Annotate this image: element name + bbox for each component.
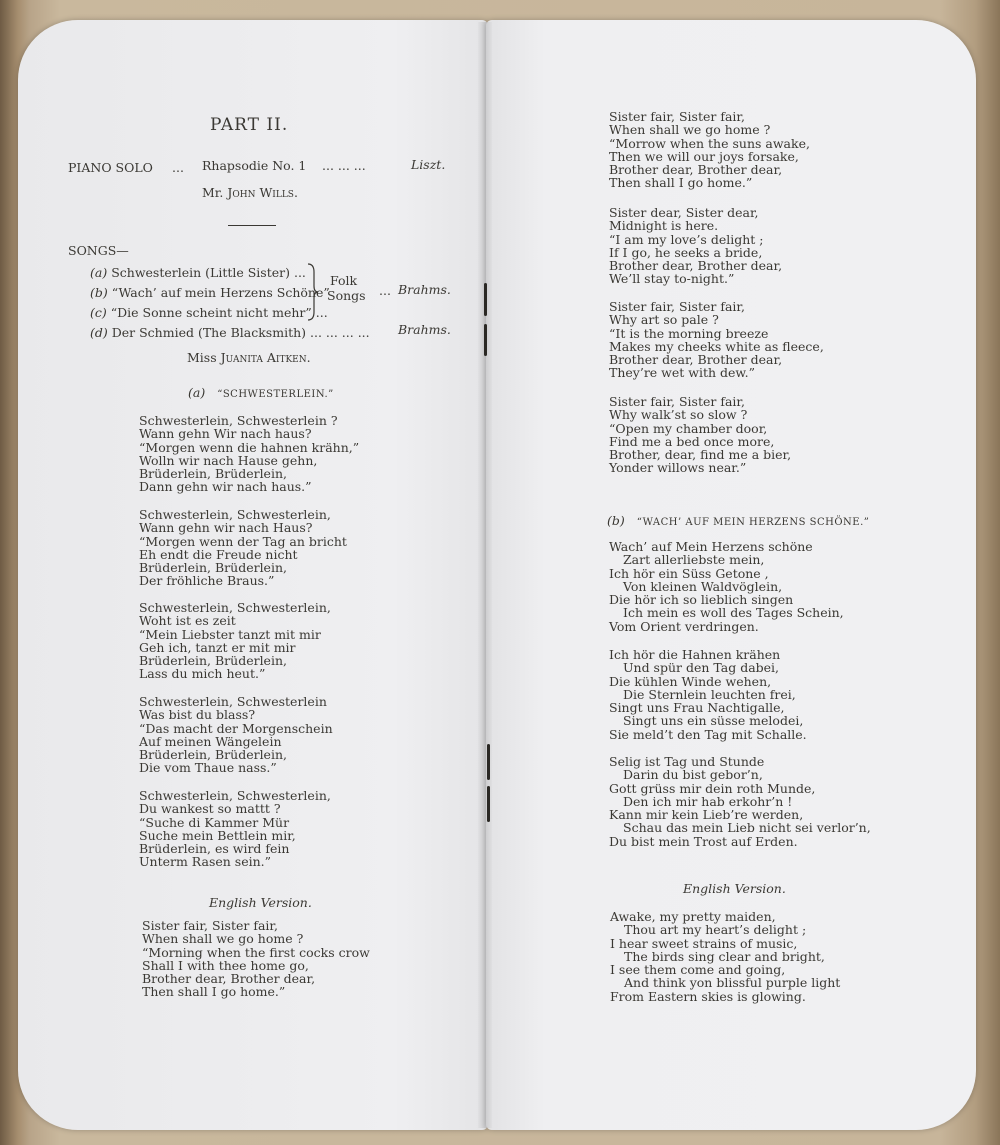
songs-sublabel: Songs	[327, 288, 366, 303]
section-title: “WACH’ AUF MEIN HERZENS SCHÖNE.”	[636, 517, 870, 528]
spine-shadow	[478, 22, 492, 1128]
verse-line: Yonder willows near.”	[609, 460, 747, 476]
stanza	[142, 919, 370, 999]
leader-dots: ...	[293, 265, 306, 280]
verse-line: “Morrow when the suns awake,	[609, 135, 810, 151]
performer-name: John Wills.	[227, 185, 298, 200]
verse-line: Then shall I go home.”	[609, 175, 753, 191]
song-title: Der Schmied (The Blacksmith)	[111, 325, 307, 340]
verse-line: Wolln wir nach Hause gehn,	[139, 452, 318, 468]
verse-line: Brother dear, Brother dear,	[609, 162, 783, 178]
verse-line: Von kleinen Waldvöglein,	[623, 578, 783, 594]
verse-line: Die kühlen Winde wehen,	[609, 673, 772, 689]
stanza	[609, 395, 791, 475]
verse-line: Und spür den Tag dabei,	[623, 660, 780, 676]
verse-line: Brüderlein, Brüderlein,	[139, 653, 287, 669]
songs-label: SONGS—	[68, 243, 129, 258]
section-marker: (b)	[607, 513, 625, 528]
verse-line: Wann gehn Wir nach haus?	[139, 426, 312, 442]
verse-line: When shall we go home ?	[142, 931, 304, 947]
binding-stitch	[487, 744, 490, 780]
verse-line: Was bist du blass?	[139, 707, 256, 723]
verse-line: Why walk’st so slow ?	[609, 407, 748, 423]
verse-line: Dann gehn wir nach haus.”	[139, 479, 312, 495]
verse-line: Wach’ auf Mein Herzens schöne	[609, 539, 813, 554]
verse-line: Makes my cheeks white as fleece,	[609, 338, 824, 354]
english-version-heading: English Version.	[683, 881, 786, 896]
verse-line: Suche mein Bettlein mir,	[139, 827, 296, 843]
folk-label: Folk	[330, 273, 358, 288]
verse-line: The birds sing clear and bright,	[624, 948, 825, 964]
singer-name: Juanita Aitken.	[220, 350, 311, 365]
song-marker: (c)	[90, 305, 107, 320]
divider-rule	[228, 225, 276, 226]
english-version-heading: English Version.	[209, 895, 312, 910]
verse-line: Darin du bist gebor’n,	[623, 767, 763, 783]
verse-line: Der fröhliche Braus.”	[139, 573, 275, 589]
section-title: “SCHWESTERLEIN.”	[217, 389, 334, 400]
verse-line: Auf meinen Wängelein	[139, 733, 282, 749]
stanza	[139, 789, 331, 869]
verse-line: And think yon blissful purple light	[624, 975, 841, 991]
verse-line: Then we will our joys forsake,	[609, 148, 799, 164]
verse-line: “I am my love’s delight ;	[609, 231, 764, 247]
verse-line: Sister dear, Sister dear,	[609, 205, 759, 220]
part-title: PART II.	[210, 115, 289, 135]
verse-line: If I go, he seeks a bride,	[609, 244, 763, 260]
binding-stitch	[487, 786, 490, 822]
verse-line: Eh endt die Freude nicht	[139, 546, 298, 562]
piano-composer: Liszt.	[411, 157, 446, 172]
verse-line: Midnight is here.	[609, 218, 719, 234]
verse-line: “Morgen wenn die hahnen krähn,”	[139, 439, 360, 455]
verse-line: Brother dear, Brother dear,	[609, 258, 783, 274]
section-heading-b	[607, 513, 869, 528]
piano-solo-label: PIANO SOLO	[68, 160, 153, 175]
verse-line: “It is the morning breeze	[609, 325, 769, 341]
piano-piece: Rhapsodie No. 1	[202, 158, 307, 173]
verse-line: Schwesterlein, Schwesterlein,	[139, 788, 331, 803]
verse-line: Ich mein es woll des Tages Schein,	[623, 605, 844, 621]
verse-line: When shall we go home ?	[609, 122, 771, 138]
verse-line: Singt uns ein süsse melodei,	[623, 713, 804, 729]
verse-line: I see them come and going,	[610, 962, 786, 978]
verse-line: Brüderlein, Brüderlein,	[139, 466, 287, 482]
song-item	[90, 325, 370, 340]
stanza	[609, 110, 810, 190]
verse-line: Brüderlein, Brüderlein,	[139, 560, 287, 576]
verse-line: Brüderlein, es wird fein	[139, 841, 290, 857]
stanza	[610, 910, 840, 1003]
stanza	[609, 300, 824, 380]
stanza	[139, 601, 331, 681]
verse-line: Die hör ich so lieblich singen	[609, 592, 794, 608]
verse-line: Geh ich, tanzt er mit mir	[139, 639, 296, 655]
verse-line: Selig ist Tag und Stunde	[609, 754, 765, 769]
verse-line: Find me a bed once more,	[609, 433, 775, 449]
brace-icon	[306, 262, 320, 322]
verse-line: Shall I with thee home go,	[142, 957, 309, 973]
verse-line: Kann mir kein Lieb’re werden,	[609, 807, 804, 823]
verse-line: “Morgen wenn der Tag an bricht	[139, 533, 347, 549]
binding-stitch	[484, 283, 487, 316]
composer-brahms: Brahms.	[398, 322, 451, 337]
verse-line: Brüderlein, Brüderlein,	[139, 747, 287, 763]
verse-line: Sister fair, Sister fair,	[142, 918, 278, 933]
verse-line: Unterm Rasen sein.”	[139, 854, 272, 870]
verse-line: “Mein Liebster tanzt mit mir	[139, 626, 321, 642]
verse-line: Awake, my pretty maiden,	[610, 909, 776, 924]
verse-line: “Open my chamber door,	[609, 420, 768, 436]
verse-line: Vom Orient verdringen.	[609, 618, 759, 634]
song-marker: (d)	[90, 325, 108, 340]
song-item	[90, 285, 330, 300]
verse-line: Brother dear, Brother dear,	[142, 971, 316, 987]
leader-dots: ...	[172, 160, 184, 175]
verse-line: Schau das mein Lieb nicht sei verlor’n,	[623, 820, 871, 836]
verse-line: Then shall I go home.”	[142, 984, 286, 1000]
verse-line: Singt uns Frau Nachtigalle,	[609, 700, 785, 716]
song-title: “Wach’ auf mein Herzens Schöne”	[111, 285, 330, 300]
verse-line: From Eastern skies is glowing.	[610, 988, 806, 1004]
stanza	[139, 695, 333, 775]
verse-line: Thou art my heart’s delight ;	[624, 922, 807, 938]
song-marker: (a)	[90, 265, 108, 280]
verse-line: Sister fair, Sister fair,	[609, 394, 745, 409]
verse-line: Gott grüss mir dein roth Munde,	[609, 780, 816, 796]
leader-dots: ...	[379, 283, 391, 298]
song-marker: (b)	[90, 285, 108, 300]
verse-line: Why art so pale ?	[609, 312, 719, 328]
performer-prefix: Mr.	[202, 185, 224, 200]
verse-line: Lass du mich heut.”	[139, 666, 266, 682]
verse-line: Den ich mir hab erkohr’n !	[623, 793, 793, 809]
verse-line: “Suche di Kammer Mür	[139, 814, 290, 830]
singer-prefix: Miss	[187, 350, 217, 365]
stanza	[609, 206, 782, 286]
stanza	[609, 540, 844, 633]
verse-line: “Morning when the first cocks crow	[142, 944, 370, 960]
verse-line: Zart allerliebste mein,	[623, 552, 765, 568]
verse-line: Schwesterlein, Schwesterlein,	[139, 600, 331, 615]
verse-line: Sister fair, Sister fair,	[609, 299, 745, 314]
verse-line: “Das macht der Morgenschein	[139, 720, 333, 736]
section-marker: (a)	[188, 385, 206, 400]
piano-performer	[202, 185, 298, 200]
verse-line: Wann gehn wir nach Haus?	[139, 520, 313, 536]
verse-line: Du bist mein Trost auf Erden.	[609, 833, 798, 849]
verse-line: We’ll stay to-night.”	[609, 271, 735, 287]
verse-line: Schwesterlein, Schwesterlein ?	[139, 413, 338, 428]
verse-line: Schwesterlein, Schwesterlein	[139, 694, 327, 709]
stanza	[609, 648, 807, 741]
leader-dots: ...	[315, 305, 328, 320]
verse-line: Ich hör die Hahnen krähen	[609, 647, 781, 662]
composer-brahms: Brahms.	[398, 282, 451, 297]
verse-line: They’re wet with dew.”	[609, 365, 755, 381]
song-item	[90, 265, 306, 280]
verse-line: Die Sternlein leuchten frei,	[623, 686, 796, 702]
verse-line: Sister fair, Sister fair,	[609, 109, 745, 124]
leader-dots: ... ... ... ...	[310, 325, 370, 340]
song-title: Schwesterlein (Little Sister)	[111, 265, 290, 280]
verse-line: Sie meld’t den Tag mit Schalle.	[609, 726, 807, 742]
verse-line: Woht ist es zeit	[139, 613, 236, 629]
singer	[187, 350, 311, 365]
verse-line: Schwesterlein, Schwesterlein,	[139, 507, 331, 522]
verse-line: Brother dear, Brother dear,	[609, 352, 783, 368]
song-title: “Die Sonne scheint nicht mehr”	[110, 305, 312, 320]
verse-line: Brother, dear, find me a bier,	[609, 447, 792, 463]
verse-line: Ich hör ein Süss Getone ,	[609, 565, 769, 581]
verse-line: Die vom Thaue nass.”	[139, 760, 277, 776]
binding-stitch	[484, 324, 487, 356]
section-heading-a	[188, 385, 334, 400]
verse-line: I hear sweet strains of music,	[610, 935, 798, 951]
verse-line: Du wankest so mattt ?	[139, 801, 281, 817]
song-item	[90, 305, 328, 320]
stanza	[139, 508, 347, 588]
stanza	[139, 414, 359, 494]
stanza	[609, 755, 871, 848]
leader-dots: ... ... ...	[322, 158, 366, 173]
